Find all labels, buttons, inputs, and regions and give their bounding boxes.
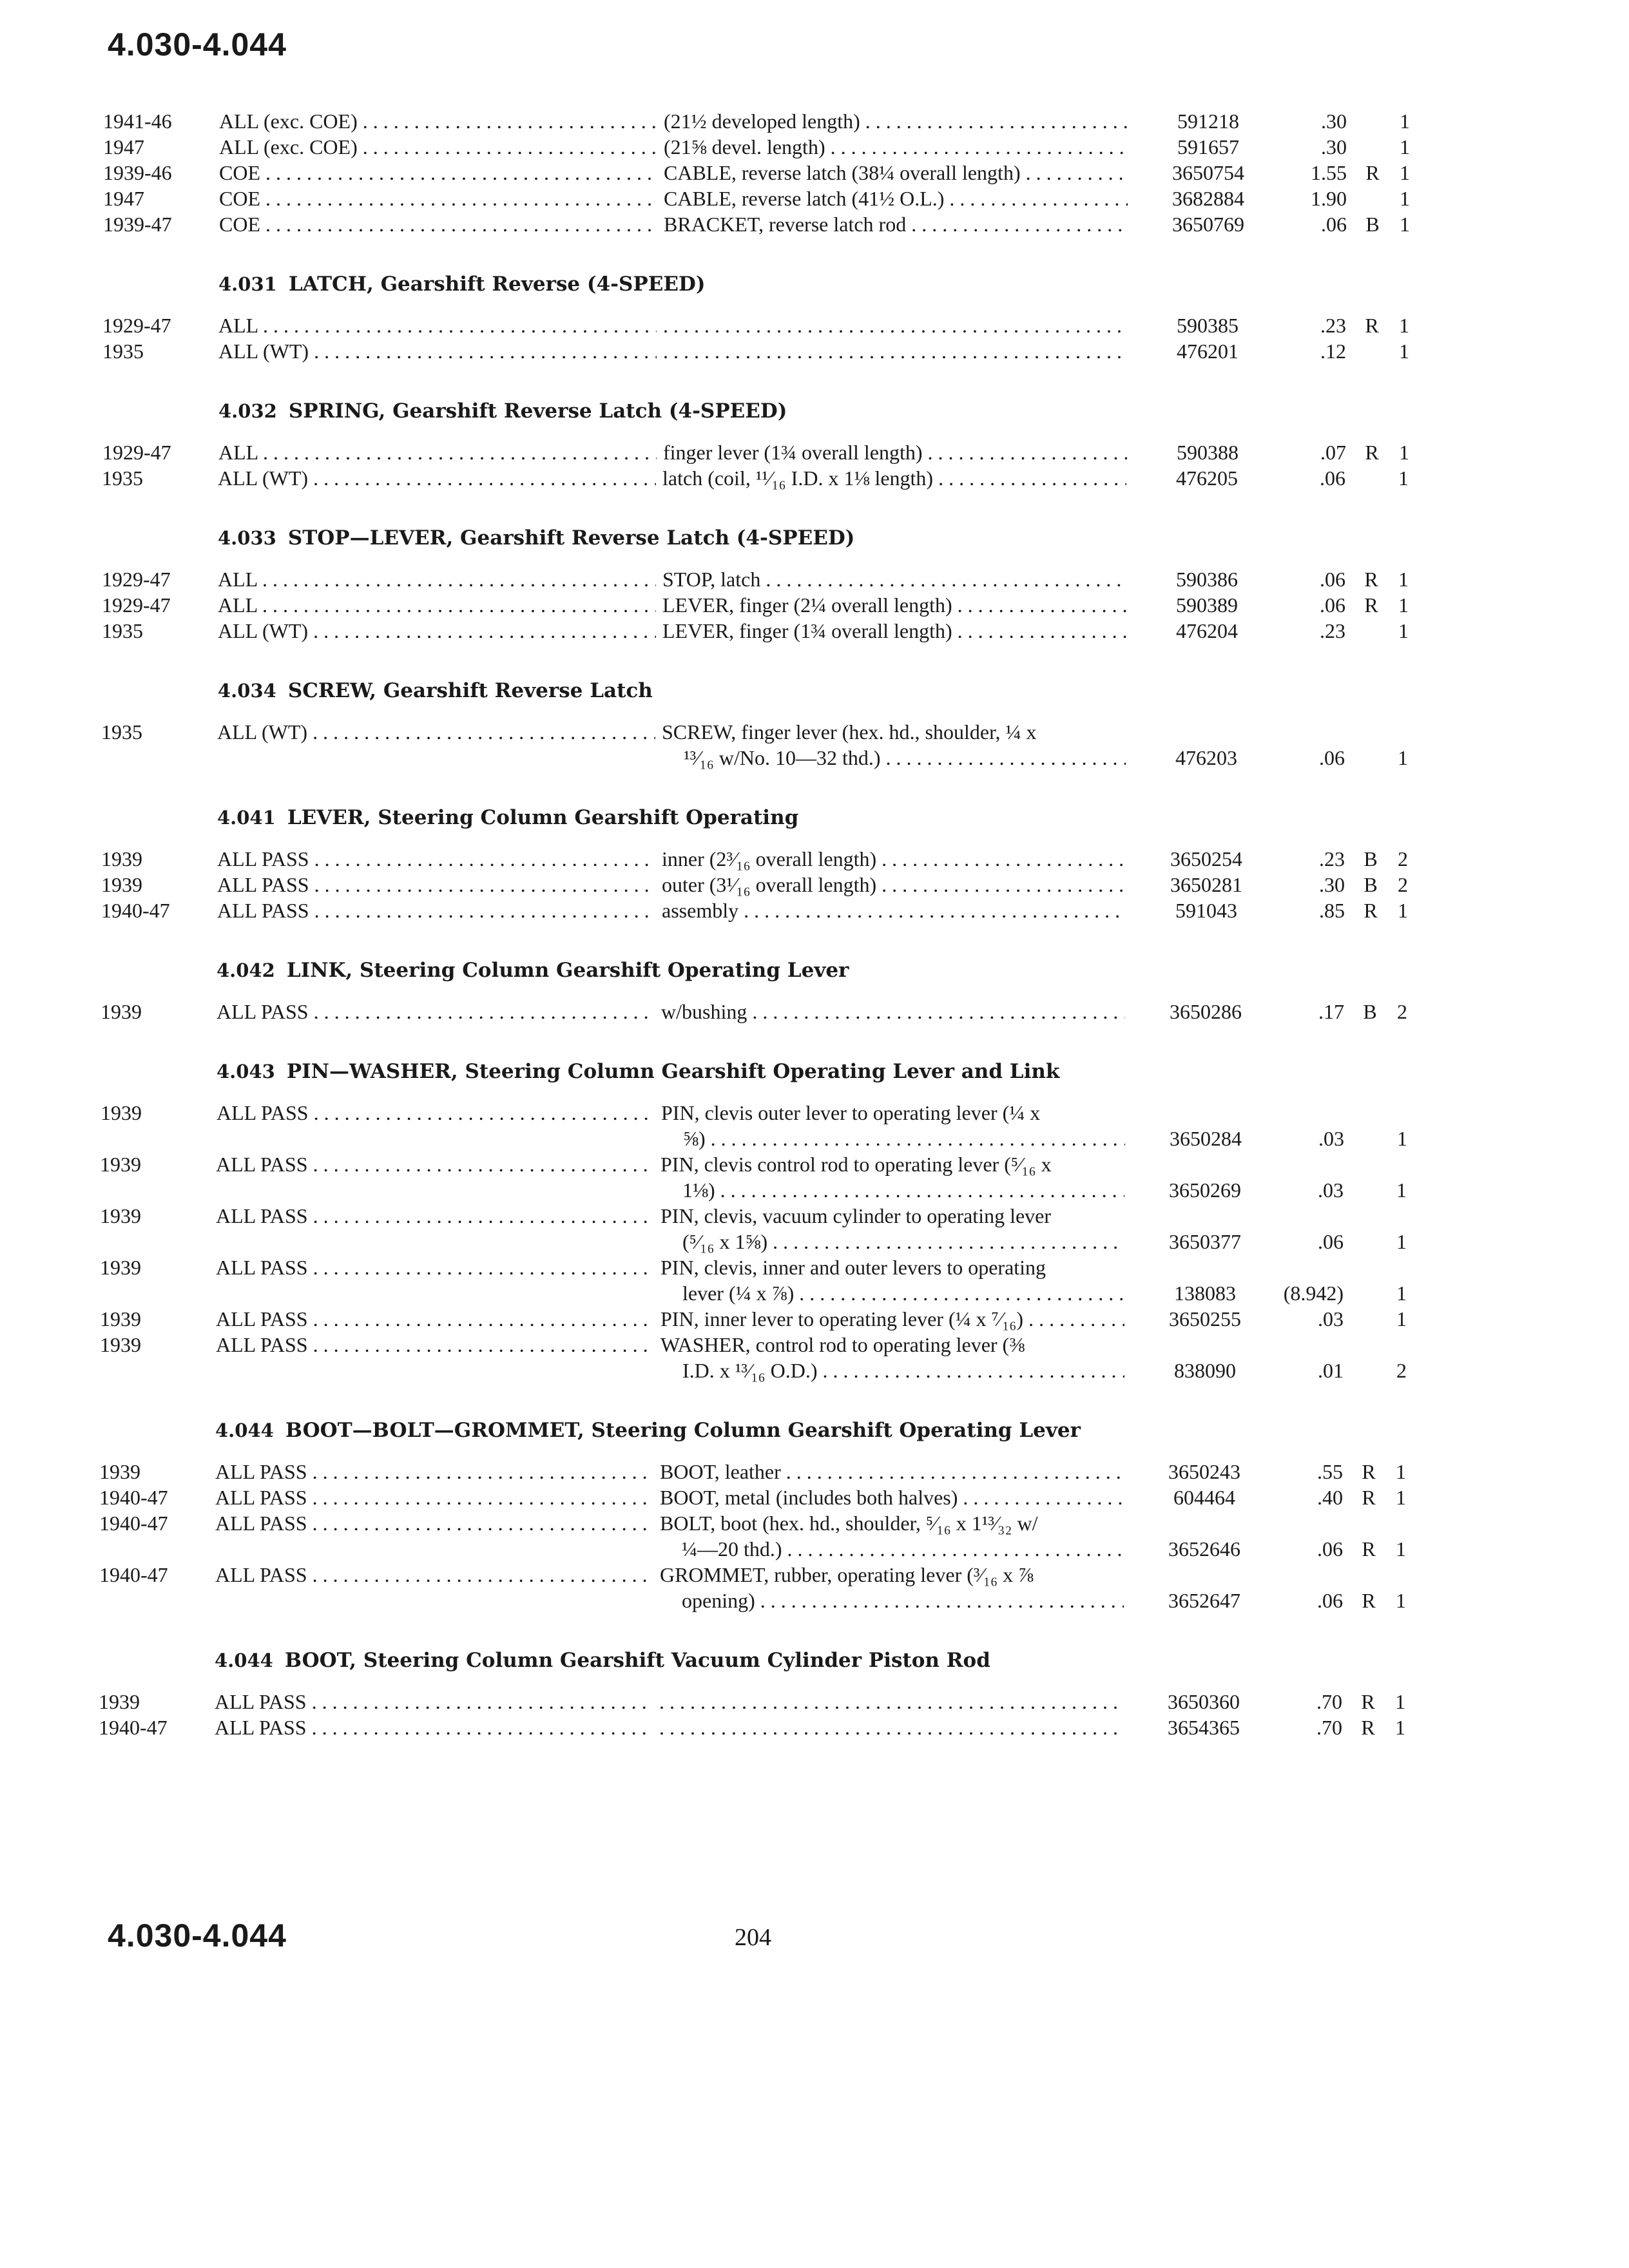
model-cell: COE . . . bbox=[219, 160, 657, 186]
description-line: WASHER, control rod to operating lever (⅜ bbox=[660, 1333, 1025, 1356]
code: R bbox=[1362, 1589, 1376, 1612]
section-heading bbox=[218, 526, 854, 550]
model-cell: ALL PASS . . . bbox=[215, 1562, 653, 1588]
year-cell: 1939 bbox=[100, 1307, 141, 1331]
price: .06 bbox=[1318, 1230, 1344, 1253]
code: R bbox=[1362, 1486, 1376, 1509]
description-line: GROMMET, rubber, operating lever (³⁄₁₆ x ⅞ bbox=[660, 1563, 1034, 1586]
year-cell: 1935 bbox=[101, 720, 142, 744]
year-cell: 1935 bbox=[102, 340, 144, 363]
model-cell: ALL PASS . . . bbox=[217, 999, 655, 1024]
price: .06 bbox=[1319, 746, 1345, 769]
quantity: 2 bbox=[1397, 1000, 1407, 1023]
year-cell: 1940-47 bbox=[99, 1486, 168, 1509]
price: 1.90 bbox=[1311, 187, 1347, 210]
description-line: outer (3¹⁄₁₆ overall length) . . . bbox=[662, 872, 1126, 898]
description-line: PIN, clevis, inner and outer levers to operating bbox=[660, 1256, 1046, 1279]
part-number: 590388 bbox=[1177, 441, 1239, 464]
code: R bbox=[1364, 593, 1378, 617]
description-cell bbox=[660, 1203, 1124, 1254]
section-number: 4.041 bbox=[217, 807, 276, 829]
description-line: (21⅝ devel. length) . . . bbox=[664, 134, 1128, 160]
section-number: 4.032 bbox=[218, 400, 277, 422]
description-line: BRACKET, reverse latch rod . . . bbox=[664, 211, 1128, 237]
part-number: 3650377 bbox=[1169, 1230, 1241, 1253]
description-cell bbox=[660, 1510, 1124, 1562]
year-cell: 1939 bbox=[100, 1256, 141, 1279]
quantity: 1 bbox=[1397, 1127, 1407, 1150]
year-cell: 1940-47 bbox=[99, 1716, 168, 1739]
section-number: 4.031 bbox=[218, 273, 277, 295]
year-cell: 1941-46 bbox=[103, 110, 172, 133]
description-line: w/bushing . . . bbox=[661, 999, 1125, 1024]
quantity: 1 bbox=[1398, 466, 1409, 490]
model-cell: ALL PASS . . . bbox=[215, 1689, 653, 1715]
part-number: 3650286 bbox=[1170, 1000, 1242, 1023]
model-cell: ALL PASS . . . bbox=[215, 1459, 653, 1485]
price: .06 bbox=[1317, 1589, 1343, 1612]
quantity: 1 bbox=[1400, 161, 1410, 184]
quantity: 1 bbox=[1399, 441, 1409, 464]
year-cell: 1929-47 bbox=[102, 568, 171, 591]
code: B bbox=[1364, 847, 1378, 870]
quantity: 1 bbox=[1399, 314, 1409, 337]
section-number: 4.043 bbox=[217, 1061, 275, 1082]
price: .17 bbox=[1318, 1000, 1344, 1023]
model-cell: ALL PASS . . . bbox=[217, 898, 655, 923]
part-number: 591043 bbox=[1175, 899, 1237, 922]
description-line: PIN, inner lever to operating lever (¼ x ⁷⁄₁₆) . . . bbox=[660, 1306, 1124, 1332]
description-cell bbox=[662, 846, 1126, 872]
year-cell: 1940-47 bbox=[99, 1512, 168, 1535]
quantity: 1 bbox=[1399, 340, 1409, 363]
description-line: BOLT, boot (hex. hd., shoulder, ⁵⁄₁₆ x 1¹³⁄₃₂ w/ bbox=[660, 1512, 1038, 1535]
code: R bbox=[1364, 568, 1378, 591]
quantity: 1 bbox=[1396, 1178, 1407, 1202]
model-cell: ALL (exc. COE) . . . bbox=[219, 108, 657, 134]
price: .30 bbox=[1321, 110, 1347, 133]
section-heading bbox=[218, 273, 706, 296]
quantity: 1 bbox=[1395, 1716, 1405, 1739]
year-cell: 1947 bbox=[103, 135, 144, 159]
price: .30 bbox=[1321, 135, 1347, 159]
year-cell: 1947 bbox=[103, 187, 144, 210]
part-number: 3682884 bbox=[1172, 187, 1244, 210]
model-cell: ALL PASS . . . bbox=[216, 1254, 654, 1280]
quantity: 1 bbox=[1396, 1230, 1407, 1253]
quantity: 1 bbox=[1396, 1282, 1407, 1305]
code: R bbox=[1365, 441, 1379, 464]
part-number: 591657 bbox=[1177, 135, 1239, 159]
part-number: 590385 bbox=[1177, 314, 1239, 337]
description-line: 1⅛) . . . bbox=[660, 1177, 1124, 1203]
description-cell bbox=[663, 439, 1127, 465]
code: R bbox=[1365, 314, 1379, 337]
description-cell bbox=[662, 566, 1126, 592]
description-line: finger lever (1¾ overall length) . . . bbox=[663, 439, 1127, 465]
price: .40 bbox=[1317, 1486, 1343, 1509]
price: .06 bbox=[1320, 466, 1345, 490]
description-cell bbox=[661, 999, 1125, 1024]
section-number: 4.042 bbox=[217, 959, 275, 981]
description-line: (⁵⁄₁₆ x 1⅝) . . . bbox=[660, 1229, 1124, 1254]
part-number: 590389 bbox=[1176, 593, 1238, 617]
description-cell bbox=[664, 186, 1128, 211]
description-line: assembly . . . bbox=[662, 898, 1126, 923]
section-heading bbox=[218, 679, 653, 702]
description-line: ¼—20 thd.) . . . bbox=[660, 1536, 1124, 1562]
price: .70 bbox=[1316, 1690, 1342, 1713]
price: .30 bbox=[1319, 873, 1345, 896]
price: .06 bbox=[1320, 593, 1345, 617]
model-cell: ALL PASS . . . bbox=[216, 1203, 654, 1229]
year-cell: 1939 bbox=[101, 1000, 142, 1023]
price: .55 bbox=[1317, 1460, 1343, 1483]
part-number: 3650360 bbox=[1168, 1690, 1240, 1713]
price: .06 bbox=[1321, 213, 1347, 236]
price: .23 bbox=[1320, 314, 1346, 337]
quantity: 1 bbox=[1396, 1537, 1406, 1561]
section-heading bbox=[218, 399, 787, 423]
model-cell: ALL PASS . . . bbox=[217, 846, 655, 872]
section-heading bbox=[215, 1649, 990, 1672]
part-number: 3650243 bbox=[1168, 1460, 1240, 1483]
part-number: 476201 bbox=[1177, 340, 1239, 363]
description-line: LEVER, finger (2¼ overall length) . . . bbox=[662, 592, 1126, 618]
description-line: PIN, clevis control rod to operating lever (⁵⁄₁₆ x bbox=[660, 1153, 1052, 1176]
year-cell: 1935 bbox=[102, 466, 143, 490]
model-cell: ALL (WT) . . . bbox=[218, 465, 656, 491]
code: R bbox=[1365, 161, 1380, 184]
part-number: 838090 bbox=[1174, 1359, 1236, 1382]
model-cell: ALL PASS . . . bbox=[216, 1151, 654, 1177]
code: B bbox=[1365, 213, 1380, 236]
year-cell: 1939 bbox=[100, 1153, 141, 1176]
part-number: 476205 bbox=[1176, 466, 1238, 490]
description-cell bbox=[661, 1100, 1125, 1151]
price: .03 bbox=[1318, 1178, 1344, 1202]
year-cell: 1935 bbox=[102, 619, 143, 642]
price: .06 bbox=[1317, 1537, 1343, 1561]
description-cell bbox=[664, 160, 1128, 186]
quantity: 2 bbox=[1398, 873, 1408, 896]
quantity: 1 bbox=[1398, 593, 1409, 617]
description-cell bbox=[663, 312, 1127, 338]
year-cell: 1939 bbox=[101, 873, 142, 896]
model-cell: ALL PASS . . . bbox=[216, 1332, 654, 1358]
description-cell bbox=[664, 134, 1128, 160]
description-cell bbox=[660, 1151, 1124, 1203]
description-cell bbox=[662, 592, 1126, 618]
description-cell bbox=[662, 898, 1126, 923]
section-heading bbox=[217, 959, 849, 982]
part-number: 3650269 bbox=[1169, 1178, 1241, 1202]
description-leader bbox=[659, 1715, 1123, 1740]
quantity: 1 bbox=[1400, 135, 1410, 159]
model-cell: ALL . . . bbox=[218, 566, 656, 592]
model-cell: ALL (exc. COE) . . . bbox=[219, 134, 657, 160]
description-line: latch (coil, ¹¹⁄₁₆ I.D. x 1⅛ length) . . . bbox=[662, 465, 1126, 491]
code: R bbox=[1361, 1690, 1375, 1713]
year-cell: 1939-47 bbox=[103, 213, 172, 236]
year-cell: 1929-47 bbox=[102, 441, 171, 464]
quantity: 1 bbox=[1398, 619, 1409, 642]
section-title: BOOT, Steering Column Gearshift Vacuum Cylinder Piston Rod bbox=[284, 1649, 990, 1672]
model-cell: ALL PASS . . . bbox=[216, 1306, 654, 1332]
part-number: 590386 bbox=[1176, 568, 1238, 591]
price: (8.942) bbox=[1283, 1282, 1344, 1305]
quantity: 1 bbox=[1396, 1307, 1407, 1331]
description-line: inner (2³⁄₁₆ overall length) . . . bbox=[662, 846, 1126, 872]
year-cell: 1940-47 bbox=[99, 1563, 168, 1586]
quantity: 1 bbox=[1398, 746, 1408, 769]
price: .03 bbox=[1318, 1307, 1344, 1331]
page-header-range: 4.030-4.044 bbox=[108, 26, 287, 62]
part-number: 3652646 bbox=[1168, 1537, 1240, 1561]
part-number: 591218 bbox=[1177, 110, 1239, 133]
model-cell: ALL PASS . . . bbox=[215, 1510, 653, 1536]
section-heading bbox=[217, 806, 798, 829]
model-cell: ALL . . . bbox=[218, 312, 657, 338]
price: 1.55 bbox=[1311, 161, 1347, 184]
description-line: LEVER, finger (1¾ overall length) . . . bbox=[662, 618, 1126, 644]
description-cell bbox=[660, 1485, 1124, 1510]
price: .01 bbox=[1318, 1359, 1344, 1382]
section-title: PIN—WASHER, Steering Column Gearshift Operating Lever and Link bbox=[286, 1060, 1060, 1083]
description-line: CABLE, reverse latch (41½ O.L.) . . . bbox=[664, 186, 1128, 211]
code: R bbox=[1362, 1537, 1376, 1561]
section-title: LATCH, Gearshift Reverse (4-SPEED) bbox=[288, 273, 706, 296]
year-cell: 1939-46 bbox=[103, 161, 172, 184]
model-cell: ALL PASS . . . bbox=[215, 1485, 653, 1510]
model-cell: ALL . . . bbox=[218, 439, 657, 465]
price: .03 bbox=[1318, 1127, 1344, 1150]
description-cell bbox=[662, 618, 1126, 644]
description-cell bbox=[660, 1562, 1124, 1613]
quantity: 1 bbox=[1400, 187, 1410, 210]
part-number: 3650769 bbox=[1172, 213, 1244, 236]
description-leader bbox=[659, 1689, 1123, 1715]
code: R bbox=[1364, 899, 1378, 922]
description-line: ⅝) . . . bbox=[661, 1126, 1125, 1151]
description-cell bbox=[662, 719, 1126, 771]
part-number: 476204 bbox=[1176, 619, 1238, 642]
section-title: STOP—LEVER, Gearshift Reverse Latch (4-SPEED) bbox=[287, 526, 855, 550]
description-line: (21½ developed length) . . . bbox=[664, 108, 1128, 134]
description-cell bbox=[662, 872, 1126, 898]
part-number: 3650284 bbox=[1170, 1127, 1242, 1150]
section-title: SCREW, Gearshift Reverse Latch bbox=[287, 679, 653, 702]
model-cell: ALL PASS . . . bbox=[217, 872, 655, 898]
year-cell: 1939 bbox=[100, 1333, 141, 1356]
model-cell: ALL (WT) . . . bbox=[218, 338, 657, 364]
description-line: PIN, clevis, vacuum cylinder to operating lever bbox=[660, 1204, 1052, 1227]
description-line: BOOT, leather . . . bbox=[660, 1459, 1124, 1485]
price: .12 bbox=[1320, 340, 1346, 363]
year-cell: 1939 bbox=[99, 1460, 140, 1483]
description-cell bbox=[660, 1306, 1124, 1332]
description-line: STOP, latch . . . bbox=[662, 566, 1126, 592]
section-title: SPRING, Gearshift Reverse Latch (4-SPEED) bbox=[288, 399, 787, 423]
description-cell bbox=[664, 108, 1128, 134]
description-line: I.D. x ¹³⁄₁₆ O.D.) . . . bbox=[660, 1358, 1124, 1383]
section-title: LINK, Steering Column Gearshift Operating Lever bbox=[286, 959, 849, 982]
year-cell: 1939 bbox=[101, 1101, 142, 1124]
section-number: 4.034 bbox=[218, 680, 276, 702]
description-line: SCREW, finger lever (hex. hd., shoulder, ¼ x bbox=[662, 720, 1037, 744]
description-line: lever (¼ x ⅞) . . . bbox=[660, 1280, 1124, 1306]
part-number: 3650754 bbox=[1172, 161, 1244, 184]
quantity: 1 bbox=[1396, 1486, 1406, 1509]
part-number: 3650255 bbox=[1169, 1307, 1241, 1331]
description-line: opening) . . . bbox=[660, 1588, 1124, 1613]
model-cell: ALL PASS . . . bbox=[217, 1100, 655, 1126]
description-cell bbox=[663, 338, 1127, 364]
code: B bbox=[1364, 873, 1378, 896]
description-line: BOOT, metal (includes both halves) . . . bbox=[660, 1485, 1124, 1510]
year-cell: 1939 bbox=[99, 1690, 140, 1713]
year-cell: 1939 bbox=[100, 1204, 141, 1227]
model-cell: ALL PASS . . . bbox=[215, 1715, 653, 1740]
quantity: 1 bbox=[1398, 568, 1409, 591]
quantity: 1 bbox=[1400, 213, 1410, 236]
part-number: 3650281 bbox=[1170, 873, 1242, 896]
description-cell bbox=[662, 465, 1126, 491]
part-number: 3650254 bbox=[1170, 847, 1242, 870]
description-cell bbox=[659, 1715, 1123, 1740]
section-title: BOOT—BOLT—GROMMET, Steering Column Gearshift Operating Lever bbox=[285, 1419, 1081, 1442]
part-number: 604464 bbox=[1173, 1486, 1235, 1509]
model-cell: COE . . . bbox=[219, 186, 657, 211]
price: .23 bbox=[1319, 847, 1345, 870]
price: .85 bbox=[1319, 899, 1345, 922]
model-cell: ALL (WT) . . . bbox=[218, 618, 656, 644]
page-number: 204 bbox=[735, 1924, 771, 1951]
part-number: 138083 bbox=[1174, 1282, 1236, 1305]
description-leader bbox=[663, 338, 1127, 364]
section-heading bbox=[215, 1419, 1081, 1442]
part-number: 3654365 bbox=[1168, 1716, 1240, 1739]
model-cell: ALL . . . bbox=[218, 592, 656, 618]
code: R bbox=[1362, 1460, 1376, 1483]
year-cell: 1929-47 bbox=[102, 314, 171, 337]
quantity: 1 bbox=[1396, 1460, 1406, 1483]
description-line: ¹³⁄₁₆ w/No. 10—32 thd.) . . . bbox=[662, 745, 1126, 771]
quantity: 2 bbox=[1398, 847, 1408, 870]
page-footer-range: 4.030-4.044 bbox=[108, 1917, 287, 1954]
description-line: PIN, clevis outer lever to operating lever (¼ x bbox=[661, 1101, 1041, 1124]
description-cell bbox=[660, 1254, 1124, 1306]
quantity: 1 bbox=[1398, 899, 1408, 922]
code: B bbox=[1363, 1000, 1377, 1023]
section-number: 4.033 bbox=[218, 527, 276, 549]
part-number: 3652647 bbox=[1168, 1589, 1240, 1612]
description-cell bbox=[660, 1459, 1124, 1485]
description-cell bbox=[664, 211, 1128, 237]
description-line: CABLE, reverse latch (38¼ overall length) . . . bbox=[664, 160, 1128, 186]
description-leader bbox=[663, 312, 1127, 338]
price: .23 bbox=[1320, 619, 1345, 642]
quantity: 1 bbox=[1395, 1690, 1405, 1713]
description-cell bbox=[659, 1689, 1123, 1715]
quantity: 1 bbox=[1396, 1589, 1406, 1612]
year-cell: 1940-47 bbox=[101, 899, 170, 922]
price: .06 bbox=[1320, 568, 1345, 591]
quantity: 2 bbox=[1396, 1359, 1407, 1382]
model-cell: ALL (WT) . . . bbox=[217, 719, 655, 745]
code: R bbox=[1361, 1716, 1375, 1739]
description-cell bbox=[660, 1332, 1124, 1383]
year-cell: 1939 bbox=[101, 847, 142, 870]
model-cell: COE . . . bbox=[219, 211, 657, 237]
section-title: LEVER, Steering Column Gearshift Operating bbox=[287, 806, 799, 829]
section-heading bbox=[217, 1060, 1059, 1083]
year-cell: 1929-47 bbox=[102, 593, 171, 617]
part-number: 476203 bbox=[1175, 746, 1237, 769]
quantity: 1 bbox=[1400, 110, 1410, 133]
section-number: 4.044 bbox=[215, 1419, 274, 1441]
price: .70 bbox=[1316, 1716, 1342, 1739]
section-number: 4.044 bbox=[215, 1649, 273, 1671]
price: .07 bbox=[1320, 441, 1346, 464]
